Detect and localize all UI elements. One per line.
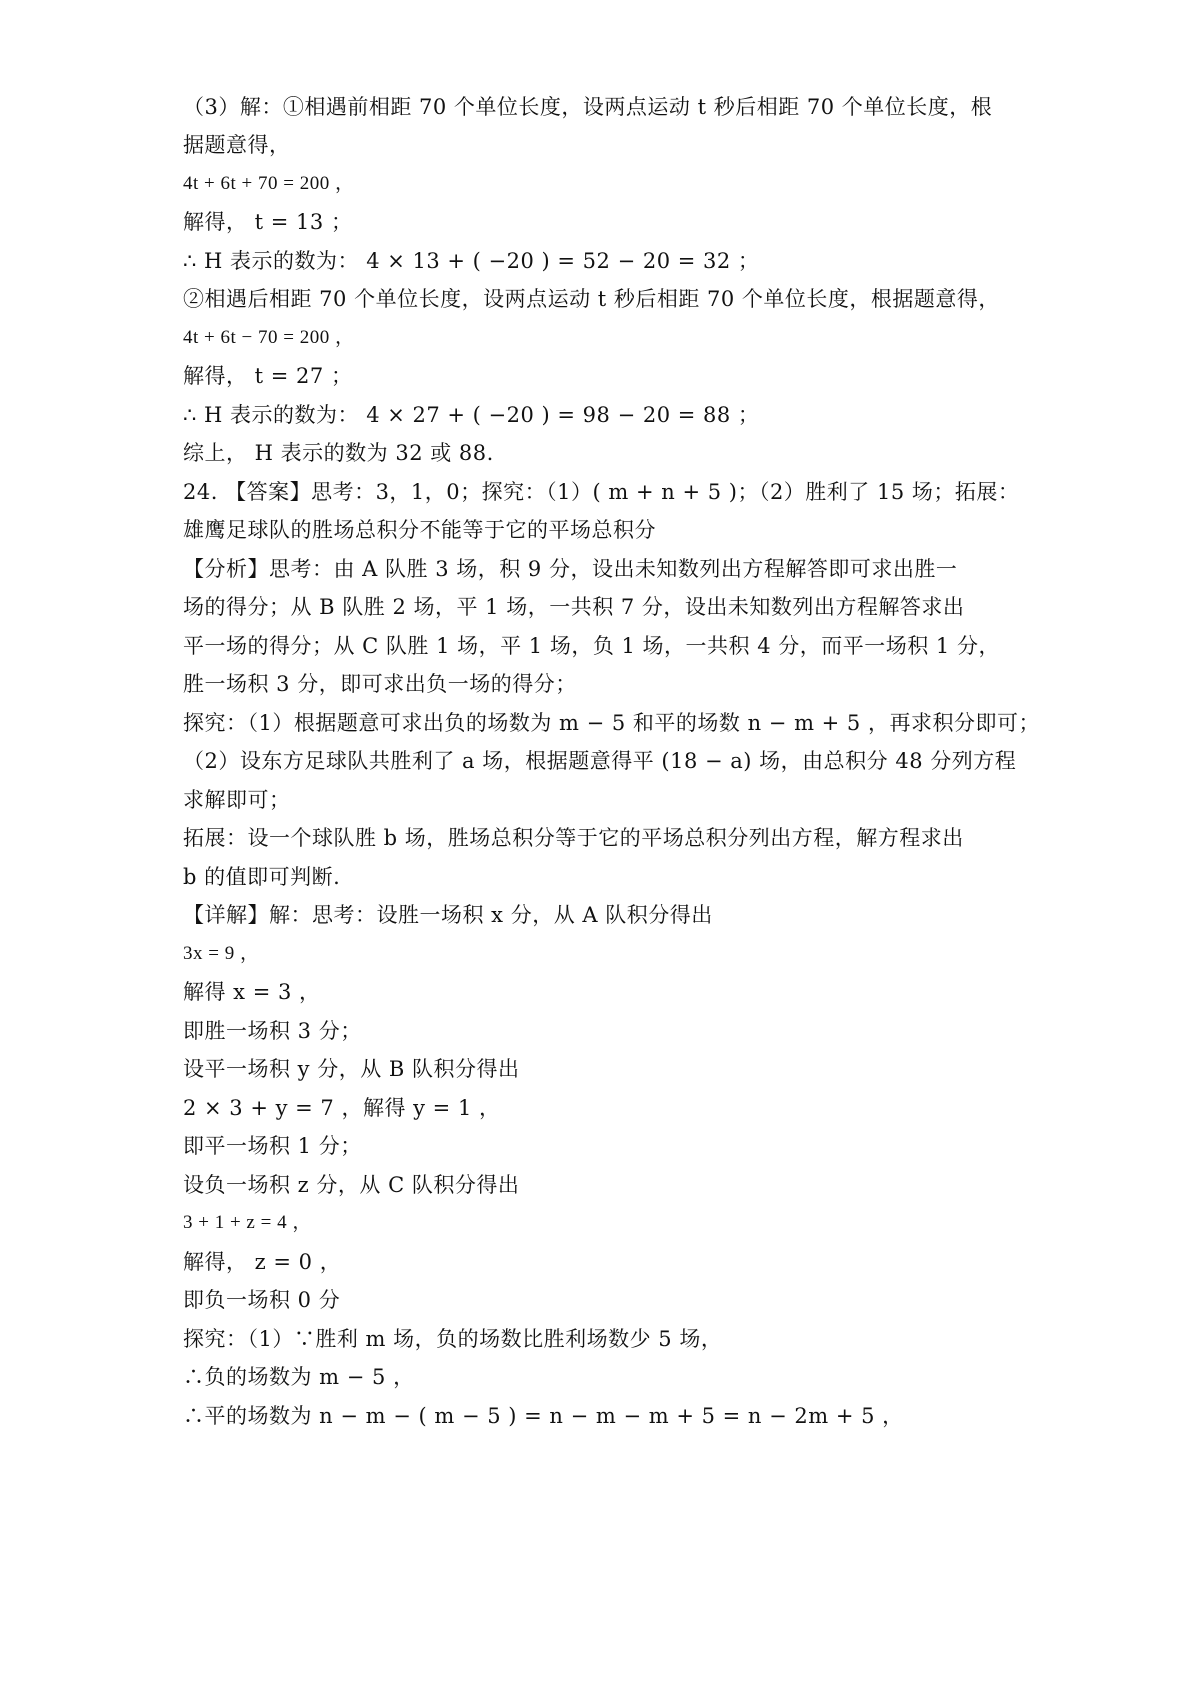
text-line: 解得， t = 27 ； (183, 364, 353, 388)
text-line: ∴ H 表示的数为： 4 × 27 + ( −20 ) = 98 − 20 = 88 ； (183, 403, 760, 427)
detail-heading: 【详解】解：思考：设胜一场积 x 分，从 A 队积分得出 (183, 903, 713, 927)
text-line: 即胜一场积 3 分； (183, 1019, 362, 1043)
text-line: 探究：（1）根据题意可求出负的场数为 m − 5 和平的场数 n − m + 5 ，再求积分即可； (183, 711, 1040, 735)
equation-line: 3x = 9 ， (183, 943, 260, 964)
text-line: ∴平的场数为 n − m − ( m − 5 ) = n − m − m + 5 = n − 2m + 5 ， (183, 1404, 904, 1428)
text-line: （2）设东方足球队共胜利了 a 场，根据题意得平 (18 − a) 场，由总积分 48 分列方程 (183, 749, 1017, 773)
text-line: 解得， z = 0 ， (183, 1250, 342, 1274)
text-line: 雄鹰足球队的胜场总积分不能等于它的平场总积分 (183, 518, 656, 542)
equation-line: 4t + 6t + 70 = 200 ， (183, 173, 355, 194)
text-line: 即负一场积 0 分 (183, 1288, 341, 1312)
text-line: 拓展：设一个球队胜 b 场，胜场总积分等于它的平场总积分列出方程，解方程求出 (183, 826, 964, 850)
text-line: 综上， H 表示的数为 32 或 88. (183, 441, 494, 465)
text-line: ∴负的场数为 m − 5 ， (183, 1365, 415, 1389)
text-line: 设负一场积 z 分，从 C 队积分得出 (183, 1173, 520, 1197)
text-line: b 的值即可判断. (183, 865, 341, 889)
text-line: 探究：（1）∵胜利 m 场，负的场数比胜利场数少 5 场， (183, 1327, 723, 1351)
text-line: 解得， t = 13 ； (183, 210, 353, 234)
text-line: 场的得分；从 B 队胜 2 场，平 1 场，一共积 7 分，设出未知数列出方程解答求出 (183, 595, 965, 619)
equation-line: 4t + 6t − 70 = 200 ， (183, 327, 355, 348)
text-line: 2 × 3 + y = 7 ，解得 y = 1 ， (183, 1096, 501, 1120)
text-line: 即平一场积 1 分； (183, 1134, 362, 1158)
answer-heading: 24. 【答案】思考：3，1，0；探究：（1）( m + n + 5 )；（2）胜利了 15 场；拓展： (183, 480, 1020, 504)
text-line: 据题意得， (183, 133, 291, 157)
text-line: 求解即可； (183, 788, 291, 812)
text-line: 解得 x = 3 ， (183, 980, 321, 1004)
text-line: （3）解：①相遇前相距 70 个单位长度，设两点运动 t 秒后相距 70 个单位长度，根 (183, 95, 993, 119)
text-line: 设平一场积 y 分，从 B 队积分得出 (183, 1057, 520, 1081)
text-line: 胜一场积 3 分，即可求出负一场的得分； (183, 672, 577, 696)
text-line: ∴ H 表示的数为： 4 × 13 + ( −20 ) = 52 − 20 = 32 ； (183, 249, 760, 273)
analysis-heading: 【分析】思考：由 A 队胜 3 场，积 9 分，设出未知数列出方程解答即可求出胜一 (183, 557, 958, 581)
text-line: ②相遇后相距 70 个单位长度，设两点运动 t 秒后相距 70 个单位长度，根据题意得， (183, 287, 1000, 311)
equation-line: 3 + 1 + z = 4 ， (183, 1212, 312, 1233)
text-line: 平一场的得分；从 C 队胜 1 场，平 1 场，负 1 场，一共积 4 分，而平一场积 1 分， (183, 634, 1000, 658)
